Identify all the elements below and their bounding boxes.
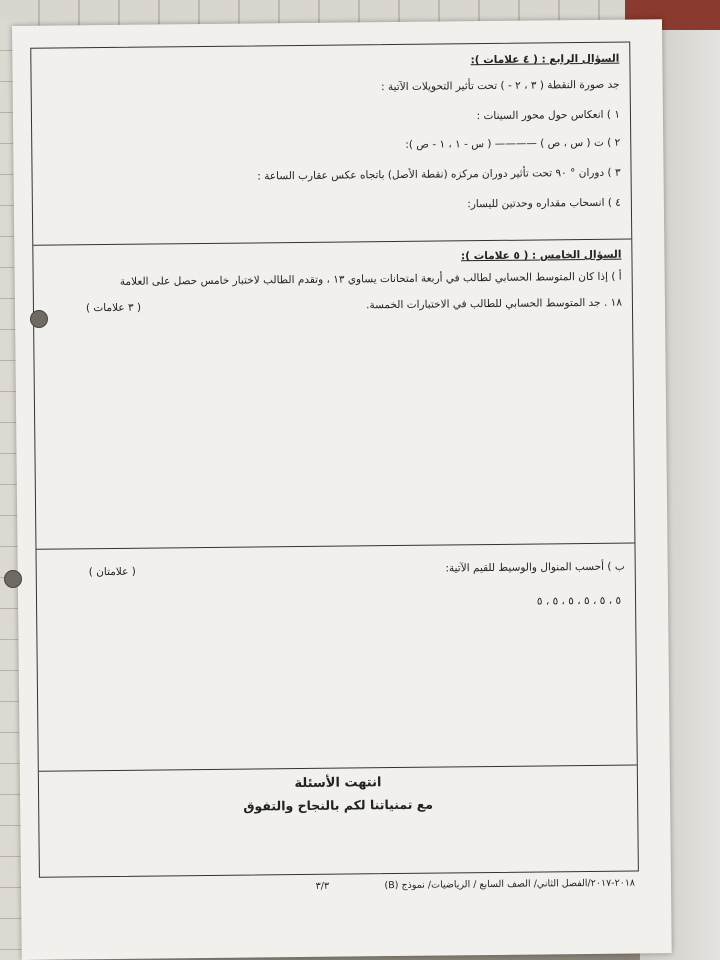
q5-a-line1: أ ) إذا كان المتوسط الحسابي لطالب في أربعة امتحانات يساوي ١٣ ، وتقدم الطالب لاختبار خامس حصل على العلامة bbox=[119, 270, 622, 288]
q5-a-line2: ١٨ . جد المتوسط الحسابي للطالب في الاختبارات الخمسة. bbox=[366, 296, 622, 312]
footer-page-number: ٣/٣ bbox=[315, 880, 330, 892]
divider-q5a-q5b bbox=[36, 543, 634, 550]
divider-closing bbox=[39, 764, 637, 771]
footer-course-info: ٢٠١٨-٢٠١٧/الفصل الثاني/ الصف السابع / الرياضيات/ نموذج (B) bbox=[384, 877, 636, 892]
q5-b-points: ( علامتان ) bbox=[88, 565, 136, 579]
q5-a-points: ( ٣ علامات ) bbox=[85, 301, 142, 315]
q4-item-1: ١ ) انعكاس حول محور السينات : bbox=[476, 108, 621, 123]
q5-b-text: ب ) أحسب المنوال والوسيط للقيم الآتية: bbox=[445, 560, 625, 575]
q4-intro: جد صورة النقطة ( ٣ ، ٢ - ) تحت تأثير التحويلات الآتية : bbox=[381, 78, 620, 94]
closing-wishes: مع تمنياتنا لكم بالنجاح والتفوق bbox=[243, 796, 434, 814]
q5-title: السؤال الخامس : ( ٥ علامات ): bbox=[460, 248, 622, 263]
binder-hole-top bbox=[30, 310, 48, 328]
exam-frame bbox=[30, 42, 639, 878]
exam-page bbox=[12, 19, 672, 960]
q4-item-3: ٣ ) دوران ° ٩٠ تحت تأثير دوران مركزه (نقطة الأصل) باتجاه عكس عقارب الساعة : bbox=[257, 166, 621, 183]
q4-title: السؤال الرابع : ( ٤ علامات ): bbox=[470, 52, 620, 67]
q4-item-4: ٤ ) انسحاب مقداره وحدتين لليسار: bbox=[467, 196, 621, 211]
page-footer bbox=[39, 877, 639, 892]
q5-b-values: ٥ ، ٥ ، ٥ ، ٥ ، ٥ ، ٥ bbox=[536, 594, 622, 608]
closing-title: انتهت الأسئلة bbox=[294, 775, 382, 792]
divider-q4-q5 bbox=[33, 239, 631, 246]
binder-hole-bottom bbox=[4, 570, 22, 588]
q4-item-2: ٢ ) ت ( س ، ص ) ———— ( س - ١ ، ١ - ص ): bbox=[405, 136, 621, 151]
